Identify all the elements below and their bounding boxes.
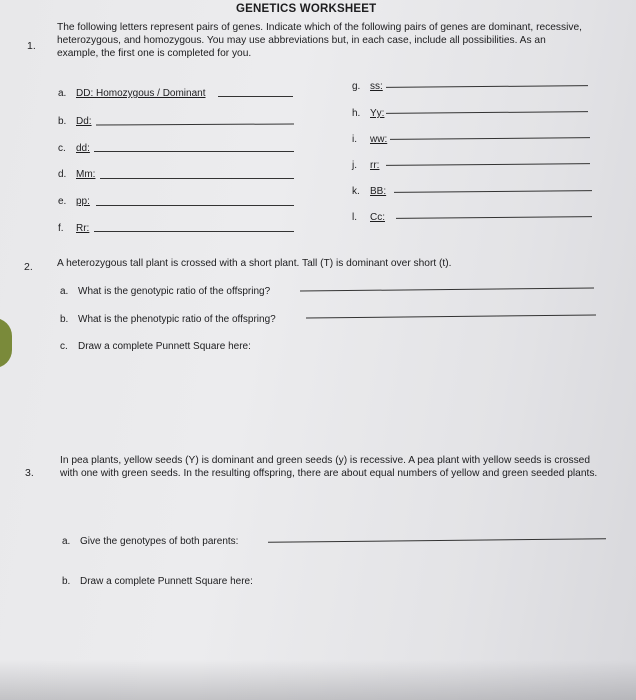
q1-answer-line-a[interactable] (218, 96, 293, 97)
q1-answer-line-k[interactable] (394, 190, 592, 193)
q1-item-e (58, 196, 90, 207)
question-1-text: The following letters represent pairs of genes. Indicate which of the following pairs of genes are dominant, recessive, heterozygous, and homozygous. You may use abbreviations but, in each case, include all possibilities. As an example, the first one is completed for you. (57, 22, 582, 59)
q1-answer-line-c[interactable] (94, 151, 294, 152)
q2-item-b-letter: b. (60, 314, 69, 325)
q1-item-d-pair: Mm: (76, 169, 96, 180)
q3-item-a-letter: a. (62, 536, 71, 547)
q1-answer-line-d[interactable] (100, 178, 294, 179)
q1-item-e-letter: e. (58, 196, 67, 207)
q3-answer-line-a[interactable] (268, 538, 606, 543)
q1-item-f-pair: Rr: (76, 223, 90, 234)
question-2-text: A heterozygous tall plant is crossed with a short plant. Tall (T) is dominant over short (t). (57, 258, 452, 269)
q1-item-d (58, 169, 95, 180)
q1-item-k (352, 186, 386, 197)
q1-item-g (352, 81, 383, 92)
question-3-text: In pea plants, yellow seeds (Y) is dominant and green seeds (y) is recessive. A pea plant with yellow seeds is crossed with one with green seeds. In the resulting offspring, there are about equal numbers of yellow and green seeded plants. (60, 455, 598, 479)
q2-item-a (60, 286, 270, 297)
q2-item-b (60, 314, 276, 325)
q1-item-d-letter: d. (58, 169, 67, 180)
q1-item-l-pair: Cc: (370, 212, 385, 223)
page-title: GENETICS WORKSHEET (236, 3, 377, 15)
q1-answer-line-l[interactable] (396, 216, 592, 219)
q1-answer-line-h[interactable] (386, 111, 588, 114)
q1-item-i (352, 134, 387, 145)
q2-item-a-letter: a. (60, 286, 69, 297)
q3-item-b-text: Draw a complete Punnett Square here: (80, 576, 253, 587)
q2-answer-line-a[interactable] (300, 287, 594, 291)
q1-item-l-letter: l. (352, 212, 357, 223)
q3-item-b (62, 576, 253, 587)
q1-item-h-pair: Yy: (370, 108, 385, 119)
q1-item-g-letter: g. (352, 81, 361, 92)
q3-item-a-text: Give the genotypes of both parents: (80, 536, 239, 547)
q1-item-c (58, 143, 90, 154)
q1-item-b-letter: b. (58, 116, 67, 127)
q1-item-i-pair: ww: (370, 134, 388, 145)
q2-item-c-letter: c. (60, 341, 68, 352)
q3-item-a (62, 536, 238, 547)
q1-item-e-pair: pp: (76, 196, 90, 207)
question-1-number: 1. (27, 40, 36, 52)
q1-item-j (352, 160, 379, 171)
q1-item-l (352, 212, 385, 223)
page-shadow (0, 660, 636, 700)
background-leaf (0, 318, 12, 368)
q1-item-g-pair: ss: (370, 81, 383, 92)
q1-item-c-letter: c. (58, 143, 66, 154)
q1-item-j-pair: rr: (370, 160, 380, 171)
q1-item-b (58, 116, 92, 127)
q1-item-a (58, 88, 206, 99)
question-2-number: 2. (24, 261, 33, 273)
q1-item-k-letter: k. (352, 186, 360, 197)
q1-answer-line-i[interactable] (390, 137, 590, 140)
q1-item-a-letter: a. (58, 88, 67, 99)
q1-item-i-letter: i. (352, 134, 357, 145)
q1-item-j-letter: j. (352, 160, 357, 171)
q2-item-b-text: What is the phenotypic ratio of the offspring? (78, 314, 276, 325)
q1-item-f-letter: f. (58, 223, 64, 234)
q1-answer-line-f[interactable] (94, 231, 294, 232)
q1-item-b-pair: Dd: (76, 116, 92, 127)
q2-item-c (60, 341, 251, 352)
q1-item-c-pair: dd: (76, 143, 90, 154)
q1-answer-line-j[interactable] (386, 163, 590, 166)
q1-item-f (58, 223, 89, 234)
q1-item-a-pair: DD: Homozygous / Dominant (76, 88, 206, 99)
q1-item-h-letter: h. (352, 108, 361, 119)
q2-item-a-text: What is the genotypic ratio of the offspring? (78, 286, 271, 297)
q1-item-k-pair: BB: (370, 186, 387, 197)
q1-answer-line-g[interactable] (386, 85, 588, 88)
q3-item-b-letter: b. (62, 576, 71, 587)
question-3-number: 3. (25, 467, 34, 479)
q1-answer-line-b[interactable] (96, 123, 294, 125)
q1-item-h (352, 108, 384, 119)
q2-item-c-text: Draw a complete Punnett Square here: (78, 341, 251, 352)
q2-answer-line-b[interactable] (306, 314, 596, 318)
q1-answer-line-e[interactable] (96, 205, 294, 206)
